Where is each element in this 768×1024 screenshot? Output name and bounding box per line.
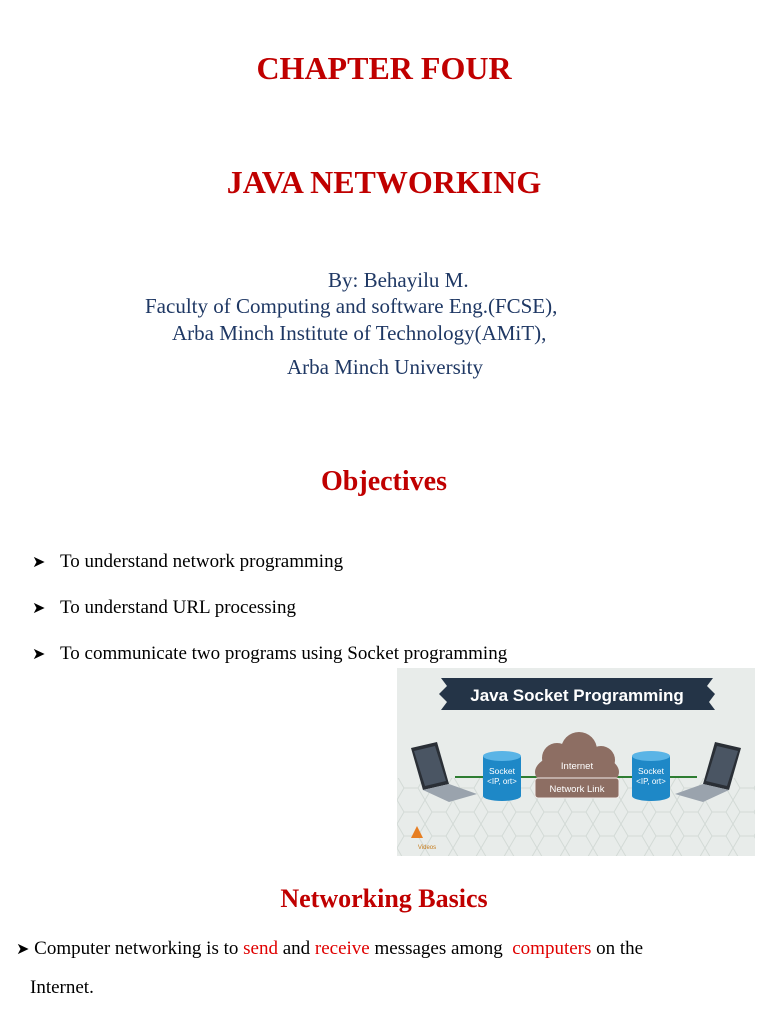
socket-cylinder-left-icon xyxy=(483,751,521,801)
networking-basics-continuation: Internet. xyxy=(30,977,94,998)
highlight-send: send xyxy=(243,938,278,959)
text-run: Computer networking is to xyxy=(34,938,244,959)
objectives-heading: Objectives xyxy=(321,466,447,497)
author-institute: Arba Minch Institute of Technology(AMiT), xyxy=(172,321,547,345)
text-run: on the xyxy=(591,938,644,959)
socket-programming-figure xyxy=(397,668,755,856)
author-university: Arba Minch University xyxy=(287,355,483,379)
banner xyxy=(439,678,715,710)
objective-item xyxy=(32,597,296,619)
arrow-bullet-icon: ➤ xyxy=(32,646,46,663)
chapter-title: CHAPTER FOUR xyxy=(256,50,512,86)
svg-text:Videos: Videos xyxy=(417,845,437,851)
svg-text:Socket: Socket xyxy=(638,766,664,776)
text-run: messages among xyxy=(369,938,513,959)
objective-item xyxy=(32,551,343,573)
socket-cylinder-right-icon xyxy=(632,751,670,801)
objective-text: To understand URL processing xyxy=(60,597,296,618)
svg-text:Internet: Internet xyxy=(560,761,594,772)
svg-text:Network Link: Network Link xyxy=(549,784,605,795)
networking-basics-paragraph xyxy=(16,938,643,960)
text-run: and xyxy=(277,938,315,959)
arrow-bullet-icon: ➤ xyxy=(32,600,46,617)
svg-text:<IP, ort>: <IP, ort> xyxy=(636,777,666,786)
objective-text: To communicate two programs using Socket programming xyxy=(60,643,508,664)
highlight-computers: computers xyxy=(512,938,592,959)
subject-title: JAVA NETWORKING xyxy=(226,164,542,200)
arrow-bullet-icon: ➤ xyxy=(16,941,30,958)
highlight-receive: receive xyxy=(314,938,370,959)
arrow-bullet-icon: ➤ xyxy=(32,554,46,571)
svg-text:<IP, ort>: <IP, ort> xyxy=(487,777,517,786)
network-link-box xyxy=(535,778,619,798)
objective-item xyxy=(32,643,507,665)
networking-basics-heading: Networking Basics xyxy=(280,884,488,913)
author-by: By: Behayilu M. xyxy=(328,268,469,292)
banner-text: Java Socket Programming xyxy=(470,686,684,705)
objective-text: To understand network programming xyxy=(60,551,344,572)
svg-text:Socket: Socket xyxy=(489,766,515,776)
author-faculty: Faculty of Computing and software Eng.(FCSE), xyxy=(145,294,558,318)
